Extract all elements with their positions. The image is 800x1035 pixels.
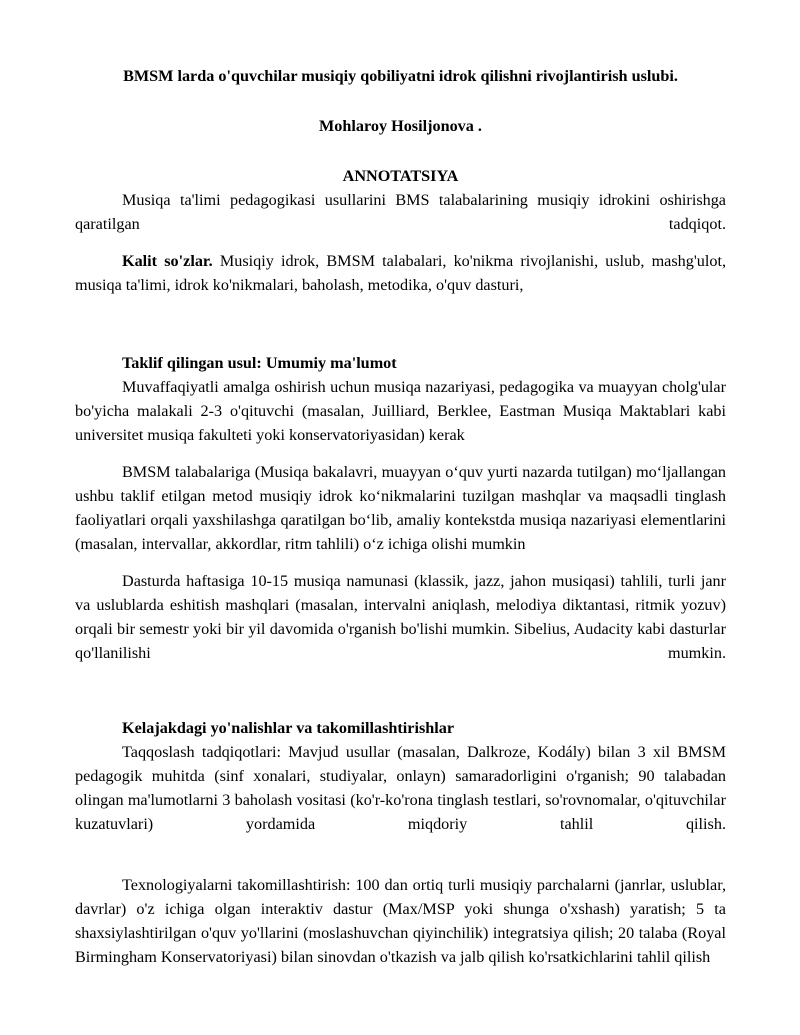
paper-title: BMSM larda o'quvchilar musiqiy qobiliyatni idrok qilishni rivojlantirish uslubi. <box>123 67 678 85</box>
section-heading-proposed-method: Taklif qilingan usul: Umumiy ma'lumot <box>122 354 397 372</box>
keywords-paragraph <box>75 249 726 297</box>
section1-paragraph-2: BMSM talabalariga (Musiqa bakalavri, muayyan o‘quv yurti nazarda tutilgan) mo‘ljallangan ushbu taklif etilgan metod musiqiy idrok ko‘nikmalarini tuzilgan mashqlar va maqsadli tinglash faoliyatlari orqali yaxshilashga qaratilgan bo‘lib, amaliy kontekstda musiqa nazariyasi elementlarini (masalan, intervallar, akkordlar, ritm tahlili) o‘z ichiga olishi mumkin <box>75 463 726 553</box>
document-page <box>75 64 726 969</box>
author-name: Mohlaroy Hosiljonova . <box>319 117 482 135</box>
section-heading-future-directions: Kelajakdagi yo'nalishlar va takomillashtirishlar <box>122 719 455 737</box>
keywords-label: Kalit so'zlar. <box>122 252 213 270</box>
section1-paragraph-3: Dasturda haftasiga 10-15 musiqa namunasi (klassik, jazz, jahon musiqasi) tahlili, turli janr va uslublarda eshitish mashqlari (masalan, intervalni aniqlash, melodiya diktantasi, ritmik yozuv) orqali bir semestr yoki bir yil davomida o'rganish bo'lishi mumkin. Sibelius, Audacity kabi dasturlar qo'llanilishi mumkin. <box>75 572 726 662</box>
section1-paragraph-1: Muvaffaqiyatli amalga oshirish uchun musiqa nazariyasi, pedagogika va muayyan cholg'ular bo'yicha malakali 2-3 o'qituvchi (masalan, Juilliard, Berklee, Eastman Musiqa Maktablari kabi universitet musiqa fakulteti yoki konservatoriyasidan) kerak <box>75 378 726 444</box>
annotation-text: Musiqa ta'limi pedagogikasi usullarini BMS talabalarining musiqiy idrokini oshirishga qaratilgan tadqiqot. <box>75 191 726 233</box>
keywords-text: Musiqiy idrok, BMSM talabalari, ko'nikma rivojlanishi, uslub, mashg'ulot, musiqa ta'limi, idrok ko'nikmalari, baholash, metodika, o'quv dasturi, <box>75 252 727 294</box>
section2-paragraph-2: Texnologiyalarni takomillashtirish: 100 dan ortiq turli musiqiy parchalarni (janrlar, uslublar, davrlar) o'z ichiga olgan interaktiv dastur (Max/MSP yoki shunga o'xshash) yaratish; 5 ta shaxsiylashtirilgan o'quv yo'llarini (moslashuvchan qiyinchilik) integratsiya qilish; 20 talaba (Royal Birmingham Konservatoriyasi) bilan sinovdan o'tkazish va jalb qilish ko'rsatkichlarini tahlil qilish <box>75 876 726 966</box>
section2-paragraph-1: Taqqoslash tadqiqotlari: Mavjud usullar (masalan, Dalkroze, Kodály) bilan 3 xil BMSM pedagogik muhitda (sinf xonalari, studiyalar, onlayn) samaradorligini o'rganish; 90 talabadan olingan ma'lumotlarni 3 baholash vositasi (ko'r-ko'rona tinglash testlari, so'rovnomalar, o'qituvchilar kuzatuvlari) yordamida miqdoriy tahlil qilish. <box>75 743 726 833</box>
annotation-heading: ANNOTATSIYA <box>342 167 459 185</box>
